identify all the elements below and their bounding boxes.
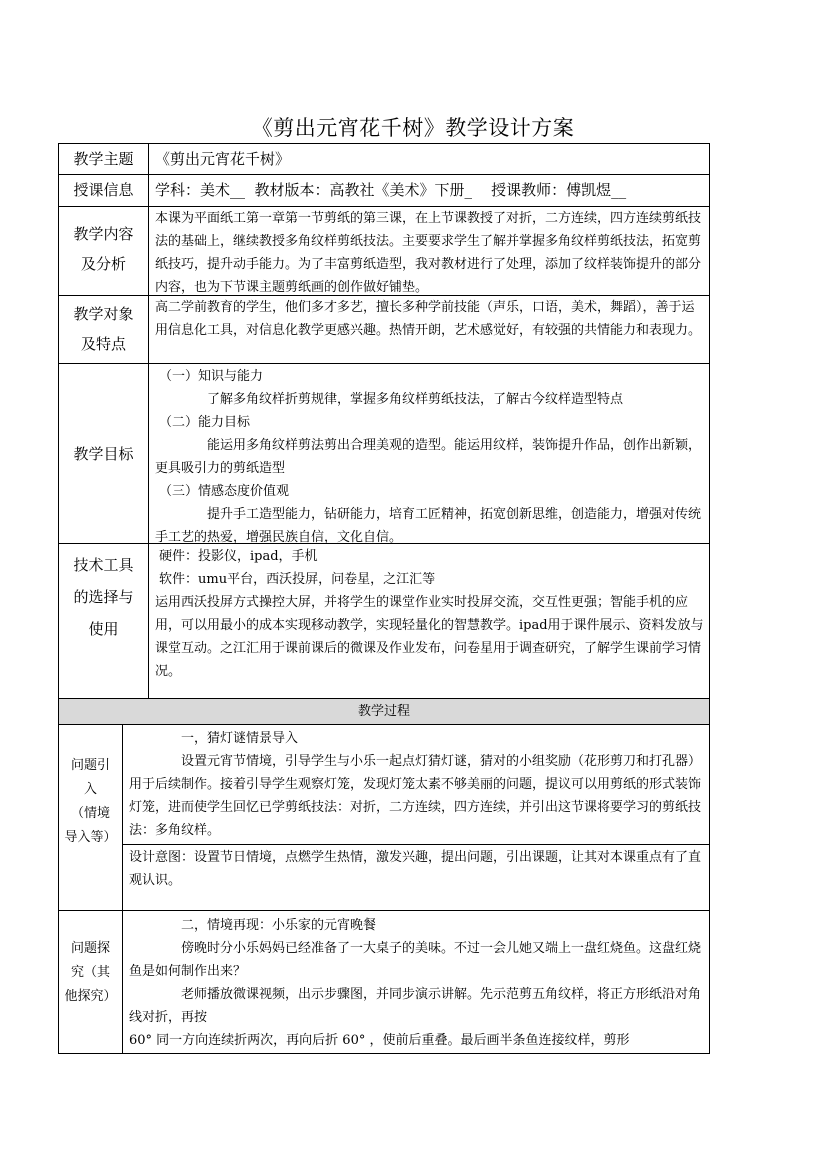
- lesson-plan-table: [58, 143, 710, 1054]
- row-theme: [59, 144, 709, 175]
- label-goals: 教学目标: [59, 364, 149, 543]
- label-tools: [59, 544, 149, 698]
- goals-text-3: 提升手工造型能力，钻研能力，培育工匠精神，拓宽创新思维，创造能力，增强对传统手工艺的热爱，增强民族自信，文化自信。: [155, 507, 702, 545]
- label-explore-line1: 问题探: [70, 941, 110, 956]
- label-content-line1: 教学内容: [73, 225, 134, 243]
- intro-divider: [123, 844, 709, 845]
- explore-content: [129, 914, 705, 1052]
- label-tools-line3: 使用: [88, 620, 119, 638]
- label-theme: 教学主题: [59, 144, 149, 174]
- tools-software: 软件：umu平台，西沃投屏，问卷星，之江汇等: [159, 572, 436, 587]
- explore-text-1: 傍晚时分小乐妈妈已经准备了一大桌子的美味。不过一会儿她又端上一盘红烧鱼。这盘红烧鱼是如何制作出来？: [129, 941, 702, 979]
- tools-hardware: 硬件：投影仪，ipad，手机: [159, 549, 318, 564]
- intro-content: [129, 727, 705, 842]
- label-explore-line3: 他探究）: [64, 989, 117, 1004]
- label-tools-line2: 的选择与: [73, 588, 134, 606]
- label-intro-line1: 问题引: [70, 758, 110, 773]
- label-students-line1: 教学对象: [73, 305, 134, 323]
- text-students: 高二学前教育的学生，他们多才多艺，擅长多种学前技能（声乐，口语，美术，舞蹈），善于运用信息化工具，对信息化教学更感兴趣。热情开朗，艺术感觉好，有较强的共情能力和表现力。: [155, 300, 702, 338]
- row-process-intro: [59, 725, 709, 911]
- tools-text: 运用西沃投屏方式操控大屏，并将学生的课堂作业实时投屏交流，交互性更强；智能手机的应用，可以用最小的成本实现移动教学，实现轻量化的智慧教学。ipad用于课件展示、资料发放与课堂互动。之江汇用于课前课后的微课及作业发布，问卷星用于调查研究，了解学生课前学习情况。: [155, 595, 704, 679]
- label-process-explore: [59, 911, 123, 1053]
- intro-design-intent: 设计意图：设置节日情境，点燃学生热情，激发兴趣，提出问题，引出课题，让其对本课重点有了直观认识。: [129, 850, 702, 888]
- goals-heading-1: （一）知识与能力: [159, 369, 264, 384]
- label-tools-line1: 技术工具: [73, 556, 134, 574]
- text-content: 本课为平面纸工第一章第一节剪纸的第三课，在上节课教授了对折，二方连续，四方连续剪纸技法的基础上，继续教授多角纹样剪纸技法。主要要求学生了解并掌握多角纹样剪纸技法，拓宽剪纸技巧，提升动手能力。为了丰富剪纸造型，我对教材进行了处理，添加了纹样装饰提升的部分内容，也为下节课主题剪纸画的创作做好铺垫。: [155, 211, 702, 295]
- intro-text: 设置元宵节情境，引导学生与小乐一起点灯猜灯谜，猜对的小组奖励（花形剪刀和打孔器）用于后续制作。接着引导学生观察灯笼，发现灯笼太素不够美丽的问题，提议可以用剪纸的形式装饰灯笼，进而使学生回忆已学剪纸技法：对折，二方连续，四方连续，并引出这节课将要学习的剪纸技法：多角纹样。: [129, 754, 702, 838]
- label-students: [59, 296, 149, 363]
- value-info: 学科：美术__ 教材版本：高教社《美术》下册_ 授课教师：傅凯煜__: [155, 181, 627, 199]
- label-content-line2: 及分析: [80, 255, 126, 273]
- label-content: [59, 207, 149, 295]
- row-goals: [59, 364, 709, 544]
- tools-content: [155, 545, 705, 683]
- label-intro-line2: 入: [83, 782, 97, 797]
- row-students: [59, 296, 709, 364]
- label-explore-line2: 究（其: [70, 965, 110, 980]
- goals-text-1: 了解多角纹样折剪规律，掌握多角纹样剪纸技法，了解古今纹样造型特点: [207, 392, 624, 407]
- label-students-line2: 及特点: [80, 335, 126, 353]
- row-tools: [59, 544, 709, 699]
- label-process-intro: [59, 725, 123, 910]
- goals-content: [155, 365, 705, 549]
- explore-text-2: 老师播放微课视频，出示步骤图，并同步演示讲解。先示范剪五角纹样，将正方形纸沿对角线对折，再按: [129, 987, 702, 1025]
- label-intro-line4: 导入等）: [64, 830, 117, 845]
- value-theme: 《剪出元宵花千树》: [155, 150, 291, 168]
- goals-heading-3: （三）情感态度价值观: [159, 484, 290, 499]
- explore-text-3: 60° 同一方向连续折两次，再向后折 60° ，使前后重叠。最后画半条鱼连接纹样，剪形: [129, 1033, 630, 1048]
- process-heading: 教学过程: [59, 699, 709, 725]
- row-info: [59, 175, 709, 207]
- row-content: [59, 207, 709, 296]
- label-info: 授课信息: [59, 175, 149, 206]
- row-process-explore: [59, 911, 709, 1053]
- explore-heading: 二，情境再现：小乐家的元宵晚餐: [181, 918, 377, 933]
- goals-heading-2: （二）能力目标: [159, 415, 251, 430]
- intro-heading: 一，猜灯谜情景导入: [181, 731, 299, 746]
- goals-text-2: 能运用多角纹样剪法剪出合理美观的造型。能运用纹样，装饰提升作品，创作出新颖，更具吸引力的剪纸造型: [155, 438, 702, 476]
- document-title: 《剪出元宵花千树》教学设计方案: [251, 116, 575, 140]
- label-intro-line3: （情境: [70, 806, 110, 821]
